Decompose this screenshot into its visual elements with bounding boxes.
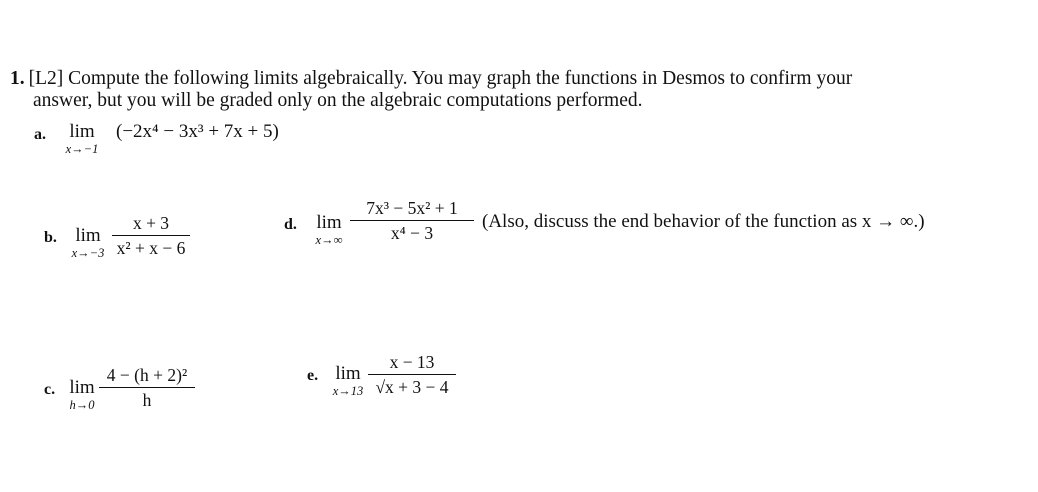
part-b-denominator: x² + x − 6 [116,238,186,258]
part-b-label: b. [44,229,57,246]
part-d-label: d. [284,216,297,233]
part-e-lim-sub: x→13 [332,384,364,398]
part-d-limit [308,213,350,247]
part-a-limit [58,122,106,156]
part-c-fraction [99,364,195,411]
part-d-denominator: x⁴ − 3 [390,223,434,243]
part-e-fraction-bar [368,374,456,375]
problem-line-1: [L2] Compute the following limits algebraically. You may graph the functions in Desmos to confirm your [28,68,853,89]
part-d-lim-word: lim [316,212,342,233]
part-c-numerator: 4 − (h + 2)² [106,365,188,385]
part-e-denominator: √x + 3 − 4 [375,377,449,397]
part-d-end-behavior-note: (Also, discuss the end behavior of the function as x → ∞.) [482,211,925,232]
problem-number: 1. [10,68,25,89]
part-c-limit [64,378,100,412]
part-e-fraction [368,351,456,398]
part-e-label: e. [307,367,319,384]
part-d-numerator: 7x³ − 5x² + 1 [366,198,458,218]
problem-line-2: answer, but you will be graded only on the algebraic computations performed. [33,90,643,111]
part-d-fraction [350,197,474,244]
part-b-fraction [112,212,190,259]
part-b-limit [64,226,112,260]
part-b-numerator: x + 3 [132,213,170,233]
part-c-lim-word: lim [69,377,95,398]
part-a-lim-word: lim [69,121,95,142]
part-a-expression: (−2x⁴ − 3x³ + 7x + 5) [116,121,279,142]
part-e-limit [328,364,368,398]
part-c-fraction-bar [99,387,195,388]
part-b-fraction-bar [112,235,190,236]
part-b-lim-sub: x→−3 [71,246,105,260]
part-d-fraction-bar [350,220,474,221]
part-e-lim-word: lim [335,363,361,384]
part-d-lim-sub: x→∞ [315,233,343,247]
part-a-label: a. [34,126,46,143]
part-c-label: c. [44,381,56,398]
part-c-lim-sub: h→0 [69,398,95,412]
problem-statement [10,68,1020,112]
part-e-numerator: x − 13 [389,352,435,372]
part-b-lim-word: lim [75,225,101,246]
part-a-lim-sub: x→−1 [65,142,99,156]
part-c-denominator: h [142,390,152,410]
